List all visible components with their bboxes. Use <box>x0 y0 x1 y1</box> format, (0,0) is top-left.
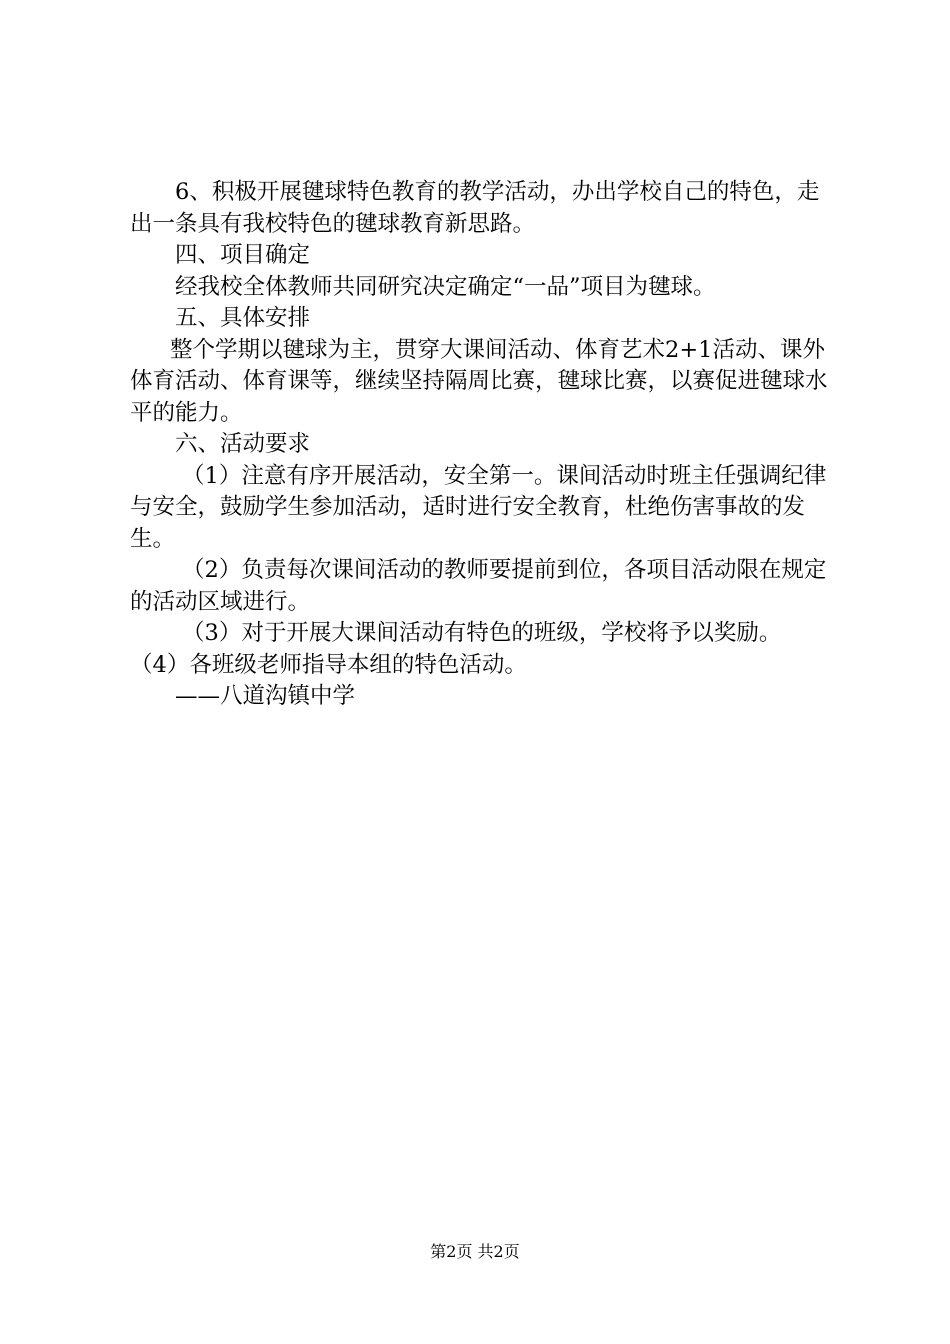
paragraph-item-6: 6、积极开展毽球特色教育的教学活动，办出学校自己的特色，走出一条具有我校特色的毽球教育新思路。 <box>130 179 820 237</box>
requirement-item-1: （1）注意有序开展活动，安全第一。课间活动时班主任强调纪律与安全，鼓励学生参加活动，适时进行安全教育，杜绝伤害事故的发生。 <box>130 462 827 552</box>
page-number: 第2页 共2页 <box>430 1242 520 1261</box>
page-footer <box>0 1242 950 1262</box>
document-body <box>130 177 830 713</box>
section-heading-requirements: 六、活动要求 <box>175 431 311 457</box>
requirement-item-4: （4）各班级老师指导本组的特色活动。 <box>130 651 527 678</box>
section-heading-arrangement: 五、具体安排 <box>175 305 311 331</box>
paragraph-project-decision: 经我校全体教师共同研究决定确定“一品”项目为毽球。 <box>175 273 716 300</box>
requirement-item-3: （3）对于开展大课间活动有特色的班级，学校将予以奖励。 <box>182 620 782 646</box>
paragraph-arrangement: 整个学期以毽球为主，贯穿大课间活动、体育艺术2+1活动、课外体育活动、体育课等，继续坚持隔周比赛，毽球比赛，以赛促进毽球水平的能力。 <box>130 336 828 426</box>
signature: ——八道沟镇中学 <box>175 683 356 709</box>
requirement-item-2: （2）负责每次课间活动的教师要提前到位，各项目活动限在规定的活动区域进行。 <box>130 557 827 615</box>
section-heading-project: 四、项目确定 <box>175 242 311 268</box>
